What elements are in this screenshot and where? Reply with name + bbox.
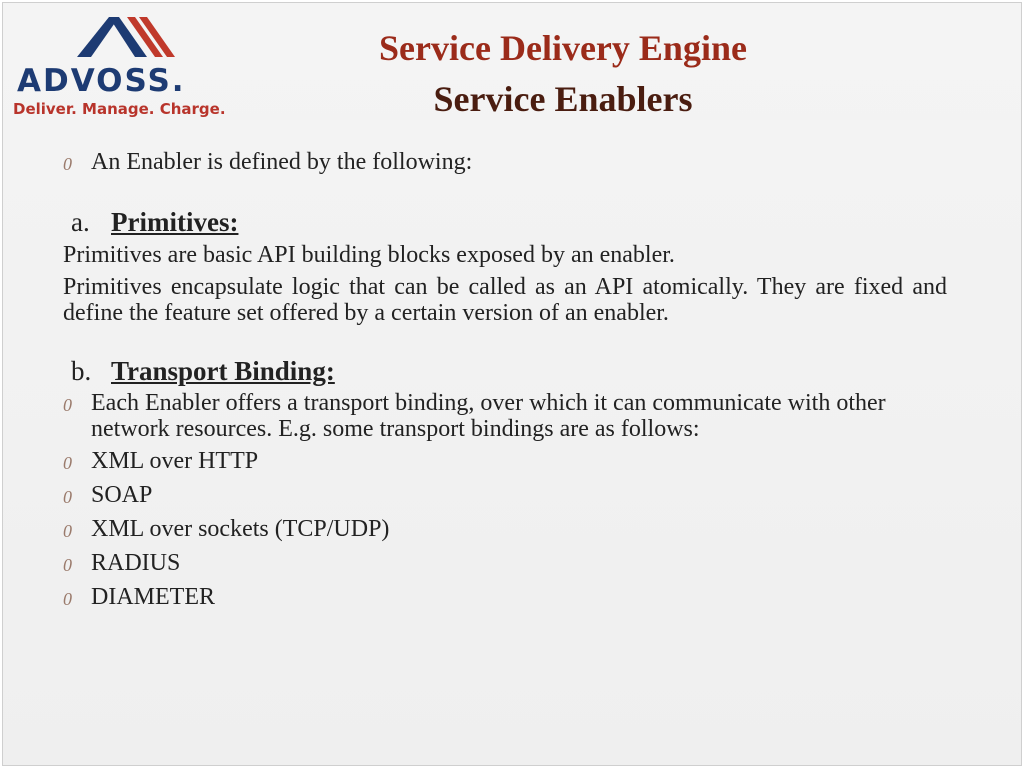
section-b-heading	[63, 356, 947, 386]
list-item	[63, 448, 947, 476]
logo-wordmark: ADVOSS.	[17, 63, 186, 99]
slide-content	[63, 149, 947, 612]
list-item-text: RADIUS	[91, 550, 181, 576]
intro-bullet	[63, 149, 947, 177]
intro-text: An Enabler is defined by the following:	[91, 149, 473, 175]
section-b-title: Transport Binding:	[111, 356, 335, 386]
slide-subtitle: Service Enablers	[433, 79, 693, 119]
bullet-marker-icon: 0	[63, 395, 72, 415]
bullet-marker-icon: 0	[63, 589, 72, 609]
advoss-logo	[11, 13, 241, 125]
section-a-para-2: Primitives encapsulate logic that can be called as an API atomically. They are fixed and define the feature set offered by a certain version of an enabler.	[63, 274, 947, 326]
list-item	[63, 516, 947, 544]
list-item-text: SOAP	[91, 482, 153, 508]
slide-title: Service Delivery Engine	[379, 28, 747, 68]
bullet-marker-icon: 0	[63, 154, 72, 174]
list-item-text: Each Enabler offers a transport binding, over which it can communicate with other network resources. E.g. some transport bindings are as follows:	[91, 390, 886, 442]
slide	[2, 2, 1022, 766]
logo-tagline: Deliver. Manage. Charge.	[13, 100, 226, 118]
section-a-para-1: Primitives are basic API building blocks exposed by an enabler.	[63, 242, 675, 268]
list-item-text: XML over sockets (TCP/UDP)	[91, 516, 390, 542]
section-b-letter: b.	[71, 356, 92, 386]
list-item	[63, 584, 947, 612]
bullet-marker-icon: 0	[63, 453, 72, 473]
section-a-heading	[63, 207, 947, 237]
section-a-letter: a.	[71, 207, 90, 237]
logo-mark-icon	[77, 13, 187, 59]
list-item	[63, 482, 947, 510]
bullet-marker-icon: 0	[63, 555, 72, 575]
list-item-text: DIAMETER	[91, 584, 215, 610]
bullet-marker-icon: 0	[63, 487, 72, 507]
list-item	[63, 390, 947, 442]
bullet-marker-icon: 0	[63, 521, 72, 541]
list-item-text: XML over HTTP	[91, 448, 259, 474]
section-a-title: Primitives:	[111, 207, 239, 237]
list-item	[63, 550, 947, 578]
